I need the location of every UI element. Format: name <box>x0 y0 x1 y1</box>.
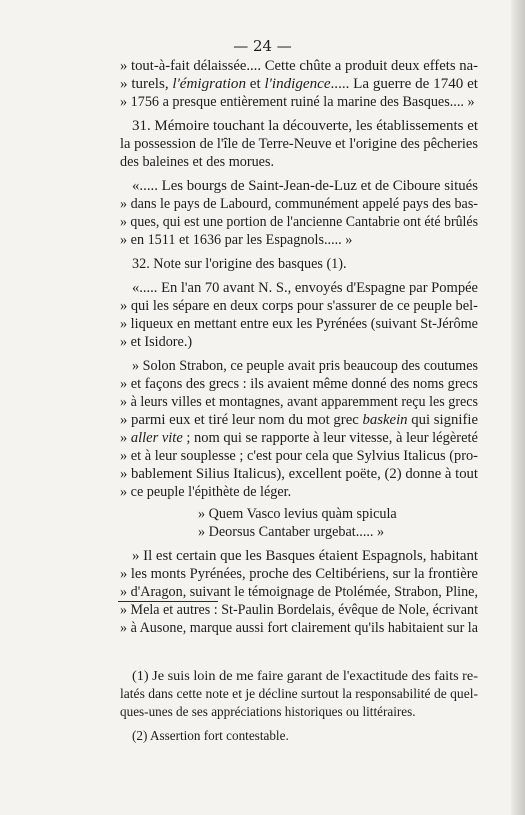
text-segment: » tout-à-fait délaissée.... Cette chûte a produit deux effets na- <box>120 58 479 74</box>
text-segment: » liqueux en mettant entre eux les Pyrénées (suivant St-Jérôme <box>120 316 478 332</box>
text-line <box>198 506 397 523</box>
text-line <box>132 256 347 273</box>
text-segment: ; nom qui se rapporte à leur vitesse, à leur légèreté <box>182 430 478 446</box>
text-line <box>120 94 475 111</box>
text-segment: (2) Assertion fort contestable. <box>132 728 289 743</box>
footnote-line <box>120 686 478 702</box>
text-segment: (1) Je suis loin de me faire garant de l'exactitude des faits re- <box>132 668 478 683</box>
text-segment: «..... Les bourgs de Saint-Jean-de-Luz et de Ciboure situés <box>132 178 478 194</box>
text-segment: » à Ausone, marque aussi fort clairement qu'ils habitaient sur la <box>120 620 478 636</box>
text-segment: » ques, qui est une portion de l'ancienne Cantabrie ont été brûlés <box>120 214 478 230</box>
text-line <box>120 602 478 619</box>
text-line <box>120 430 478 447</box>
footnote-line <box>132 668 478 684</box>
text-segment: » d'Aragon, suivant le témoignage de Ptolémée, Strabon, Pline, <box>120 584 478 600</box>
footnote-separator <box>118 601 218 602</box>
text-line <box>120 394 478 411</box>
text-line <box>120 412 478 429</box>
text-line <box>120 376 478 393</box>
scan-edge-shadow <box>511 0 525 815</box>
text-line <box>120 316 478 333</box>
text-segment: » ce peuple l'épithète de léger. <box>120 484 292 500</box>
text-line <box>120 620 478 637</box>
text-segment: ques-unes de ses appréciations historiques ou littéraires. <box>120 704 416 719</box>
text-segment: ..... La guerre de 1740 et <box>330 76 478 92</box>
italic-word: baskein <box>362 412 408 428</box>
text-segment: » qui les sépare en deux corps pour s'assurer de ce peuple bel- <box>120 298 479 314</box>
text-segment: » <box>120 430 131 446</box>
text-segment: » Solon Strabon, ce peuple avait pris beaucoup des coutumes <box>132 358 479 374</box>
text-segment: 31. Mémoire touchant la découverte, les établissements et <box>132 118 479 134</box>
text-line <box>120 214 478 231</box>
text-segment: » en 1511 et 1636 par les Espagnols..... » <box>120 232 353 248</box>
text-segment: » et façons des grecs : ils avaient même donné des noms grecs <box>120 376 478 392</box>
text-line <box>132 548 478 565</box>
text-line <box>120 232 352 249</box>
text-line <box>120 298 478 315</box>
text-line <box>120 136 478 153</box>
italic-word: aller vite <box>130 430 183 446</box>
text-segment: » dans le pays de Labourd, communément appelé pays des bas- <box>120 196 479 212</box>
text-segment: » Deorsus Cantaber urgebat..... » <box>198 524 385 540</box>
text-line <box>120 466 478 483</box>
text-line <box>132 118 478 135</box>
text-line <box>120 334 192 351</box>
text-segment: » les monts Pyrénées, proche des Celtibériens, sur la frontière <box>120 566 479 582</box>
text-segment: » parmi eux et tiré leur nom du mot grec <box>120 412 363 428</box>
text-segment: et <box>246 76 265 92</box>
text-segment: la possession de l'île de Terre-Neuve et l'origine des pêcheries <box>120 136 478 152</box>
text-line <box>120 584 478 601</box>
text-segment: » Il est certain que les Basques étaient Espagnols, habitant <box>132 548 479 564</box>
text-segment: » Quem Vasco levius quàm spicula <box>198 506 397 522</box>
text-line <box>132 178 478 195</box>
text-segment: » Mela et autres : St-Paulin Bordelais, évêque de Nole, écrivant <box>120 602 479 618</box>
text-line <box>198 524 384 541</box>
text-line <box>120 76 478 93</box>
text-segment: des baleines et des morues. <box>120 154 275 170</box>
text-line <box>120 484 291 501</box>
text-segment: » à leurs villes et montagnes, avant apparemment reçu les grecs <box>120 394 479 410</box>
text-line <box>132 280 478 297</box>
text-segment: » et à leur souplesse ; c'est pour cela que Sylvius Italicus (pro- <box>120 448 478 464</box>
text-segment: qui signifie <box>407 412 479 428</box>
text-line <box>120 448 478 465</box>
text-segment: » et Isidore.) <box>120 334 193 350</box>
text-segment: » bablement Silius Italicus), excellent poëte, (2) donne à tout <box>120 466 479 482</box>
text-segment: «..... En l'an 70 avant N. S., envoyés d'Espagne par Pompée <box>132 280 479 296</box>
text-segment: » 1756 a presque entièrement ruiné la marine des Basques.... » <box>120 94 475 110</box>
text-line <box>120 58 478 75</box>
text-segment: latés dans cette note et je décline surtout la responsabilité de quel- <box>120 686 479 701</box>
text-line <box>132 358 478 375</box>
italic-word: l'indigence <box>264 76 331 92</box>
footnote-line <box>120 704 416 720</box>
italic-word: l'émigration <box>172 76 247 92</box>
text-line <box>120 196 478 213</box>
footnote-line <box>132 728 289 744</box>
page-number: — 24 — <box>233 37 292 55</box>
text-segment: » turels, <box>120 76 173 92</box>
text-line <box>120 566 478 583</box>
text-segment: 32. Note sur l'origine des basques (1). <box>132 256 347 272</box>
text-line <box>120 154 274 171</box>
